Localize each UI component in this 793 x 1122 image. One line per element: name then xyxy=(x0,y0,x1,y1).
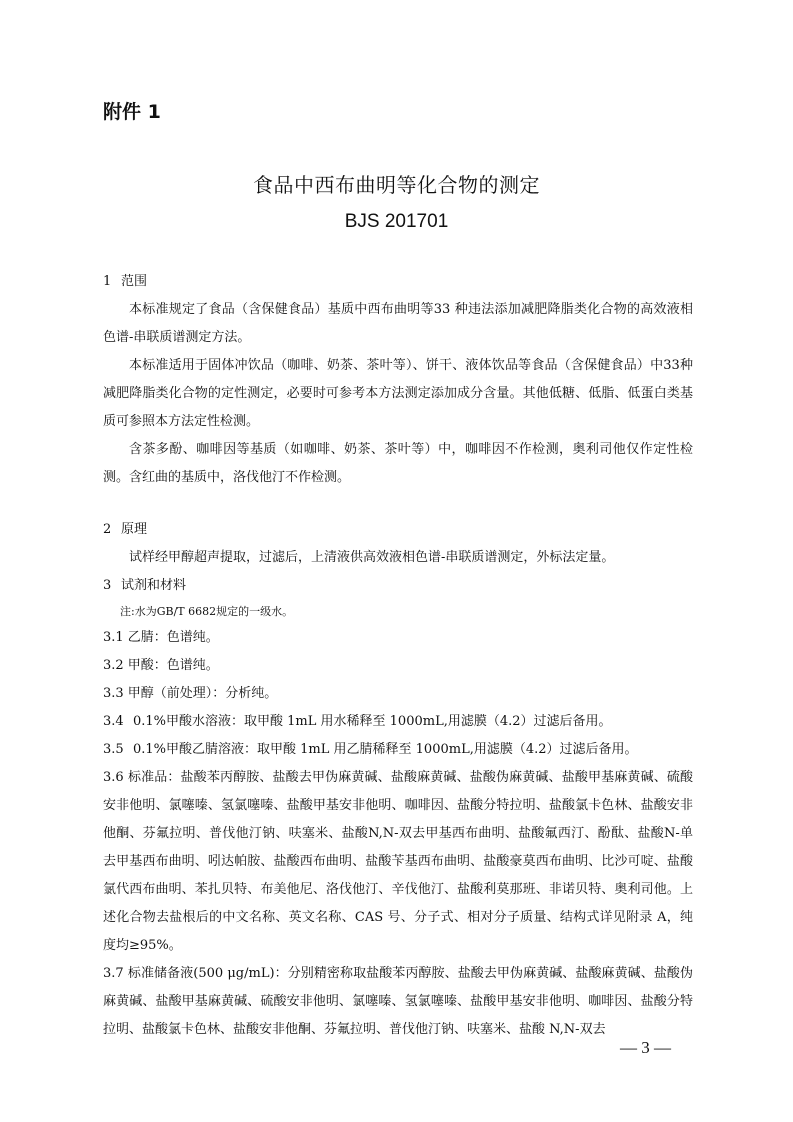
item-3-2: 3.2 甲酸：色谱纯。 xyxy=(103,658,219,673)
section-title: 试剂和材料 xyxy=(121,578,187,593)
standard-code: BJS 201701 xyxy=(344,211,449,232)
scope-paragraph-2: 本标准适用于固体冲饮品（咖啡、奶茶、茶叶等）、饼干、液体饮品等食品（含保健食品）中33种减肥降脂类化合物的定性测定，必要时可参考本方法测定添加成分含量。其他低糖、低脂、低蛋白类基质可参照本方法定性检测。 xyxy=(103,358,693,429)
section-number: 3 xyxy=(103,578,112,593)
item-3-7-stock-solution: 3.7 标准储备液(500 μg/mL)：分别精密称取盐酸苯丙醇胺、盐酸去甲伪麻黄碱、盐酸麻黄碱、盐酸伪麻黄碱、盐酸甲基麻黄碱、硫酸安非他明、氯噻嗪、氢氯噻嗪、盐酸甲基安非他明、咖啡因、盐酸分特拉明、盐酸氯卡色林、盐酸安非他酮、芬氟拉明、普伐他汀钠、呋塞米、盐酸 N,N-双去 xyxy=(103,966,693,1037)
document-body xyxy=(103,268,693,1044)
scope-paragraph-1: 本标准规定了食品（含保健食品）基质中西布曲明等33 种违法添加减肥降脂类化合物的高效液相色谱-串联质谱测定方法。 xyxy=(103,302,693,345)
section-number: 1 xyxy=(103,274,112,289)
item-3-5 xyxy=(103,736,693,764)
item-label: 3.4 xyxy=(103,714,124,729)
item-text: 0.1%甲酸乙腈溶液：取甲酸 1mL 用乙腈稀释至 1000mL,用滤膜（4.2）过滤后备用。 xyxy=(133,742,638,757)
item-text: 0.1%甲酸水溶液：取甲酸 1mL 用水稀释至 1000mL,用滤膜（4.2）过滤后备用。 xyxy=(133,714,612,729)
water-note: 注:水为GB/T 6682规定的一级水。 xyxy=(120,605,294,618)
document-title: 食品中西布曲明等化合物的测定 xyxy=(253,173,540,197)
principle-paragraph: 试样经甲醇超声提取，过滤后，上清液供高效液相色谱-串联质谱测定，外标法定量。 xyxy=(129,550,615,565)
section-3-heading xyxy=(103,572,693,600)
section-title: 范围 xyxy=(121,274,148,289)
attachment-label: 附件 1 xyxy=(103,101,161,123)
section-2-heading xyxy=(103,516,693,544)
page-number: — 3 — xyxy=(620,1038,671,1057)
item-3-4 xyxy=(103,708,693,736)
item-label: 3.5 xyxy=(103,742,124,757)
item-3-6-standards: 3.6 标准品：盐酸苯丙醇胺、盐酸去甲伪麻黄碱、盐酸麻黄碱、盐酸伪麻黄碱、盐酸甲基麻黄碱、硫酸安非他明、氯噻嗪、氢氯噻嗪、盐酸甲基安非他明、咖啡因、盐酸分特拉明、盐酸氯卡色林、盐酸安非他酮、芬氟拉明、普伐他汀钠、呋塞米、盐酸N,N-双去甲基西布曲明、盐酸氟西汀、酚酞、盐酸N-单去甲基西布曲明、吲达帕胺、盐酸西布曲明、盐酸苄基西布曲明、盐酸豪莫西布曲明、比沙可啶、盐酸氯代西布曲明、苯扎贝特、布美他尼、洛伐他汀、辛伐他汀、盐酸利莫那班、非诺贝特、奥利司他。上述化合物去盐根后的中文名称、英文名称、CAS 号、分子式、相对分子质量、结构式详见附录 A，纯度均≥95%。 xyxy=(103,770,693,953)
scope-paragraph-3: 含茶多酚、咖啡因等基质（如咖啡、奶茶、茶叶等）中，咖啡因不作检测，奥利司他仅作定性检测。含红曲的基质中，洛伐他汀不作检测。 xyxy=(103,442,693,485)
item-3-1: 3.1 乙腈：色谱纯。 xyxy=(103,630,219,645)
item-3-3: 3.3 甲醇（前处理）：分析纯。 xyxy=(103,686,278,701)
section-title: 原理 xyxy=(121,522,148,537)
section-1-heading xyxy=(103,268,693,296)
section-number: 2 xyxy=(103,522,112,537)
